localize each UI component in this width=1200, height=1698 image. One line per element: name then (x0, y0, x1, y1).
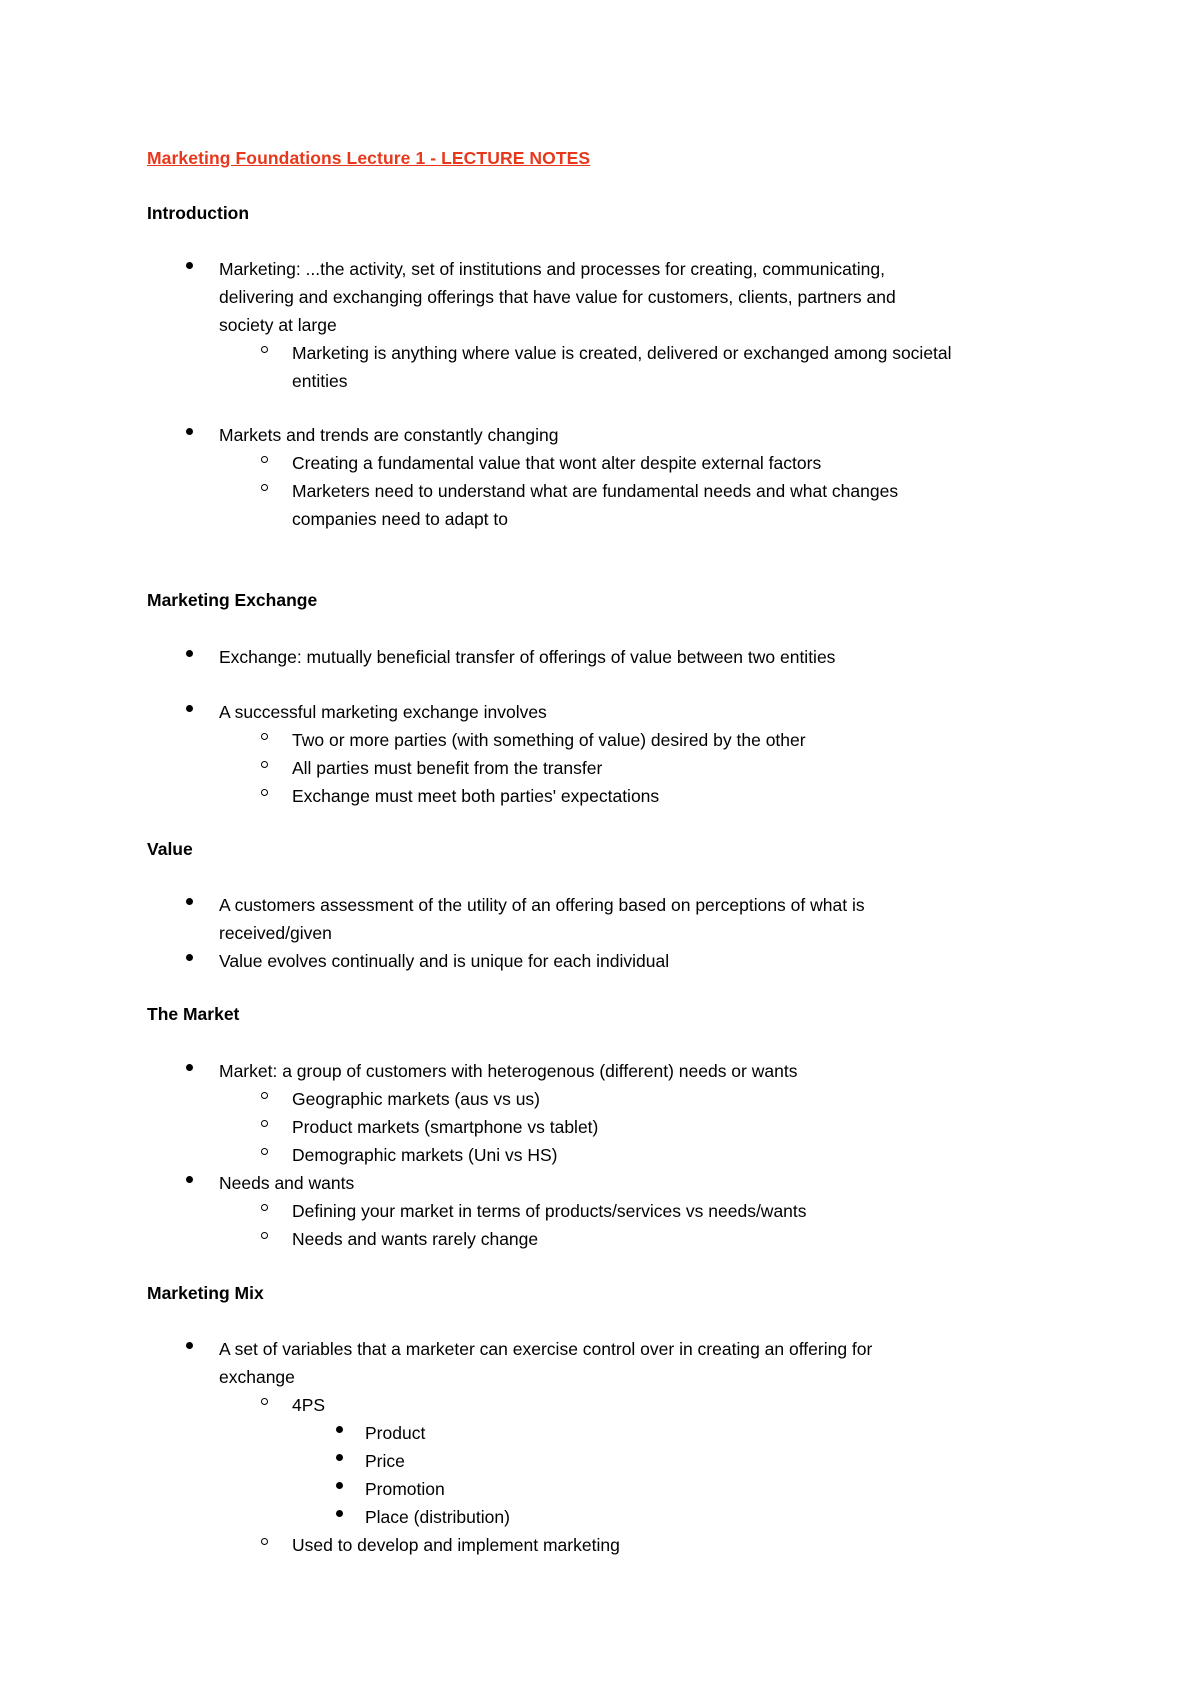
sub-item-text: Exchange must meet both parties' expectations (292, 786, 660, 806)
sub-item-text: Used to develop and implement marketing (292, 1535, 620, 1555)
hollow-bullet-icon (261, 1092, 268, 1099)
bullet-icon (186, 1176, 193, 1183)
sub-item-text: Marketers need to understand what are fundamental needs and what changes (292, 481, 899, 501)
list-item-text: Exchange: mutually beneficial transfer of offerings of value between two entities (219, 647, 836, 667)
hollow-bullet-icon (261, 1120, 268, 1127)
sub-item-text: entities (292, 371, 348, 391)
sub-item-text: 4PS (292, 1395, 326, 1415)
hollow-bullet-icon (261, 456, 268, 463)
sub-item-text: Marketing is anything where value is created, delivered or exchanged among societal (292, 343, 952, 363)
heading-value: Value (147, 839, 193, 859)
bullet-icon (336, 1426, 343, 1433)
bullet-icon (186, 954, 193, 961)
hollow-bullet-icon (261, 1538, 268, 1545)
sub-item-text: Needs and wants rarely change (292, 1229, 539, 1249)
list-item-text: delivering and exchanging offerings that have value for customers, clients, partners and (219, 287, 896, 307)
sub-item-text: Creating a fundamental value that wont alter despite external factors (292, 453, 822, 473)
sub-sub-item-text: Promotion (365, 1479, 445, 1499)
document-title: Marketing Foundations Lecture 1 - LECTURE NOTES (147, 148, 591, 168)
heading-marketing-exchange: Marketing Exchange (147, 590, 318, 610)
bullet-icon (336, 1482, 343, 1489)
list-item-text: Needs and wants (219, 1173, 355, 1193)
sub-item-text: All parties must benefit from the transfer (292, 758, 603, 778)
list-item-text: society at large (219, 315, 337, 335)
heading-marketing-mix: Marketing Mix (147, 1283, 264, 1303)
bullet-icon (186, 428, 193, 435)
list-item-text: exchange (219, 1367, 295, 1387)
sub-item-text: Geographic markets (aus vs us) (292, 1089, 541, 1109)
sub-item-text: Two or more parties (with something of value) desired by the other (292, 730, 806, 750)
sub-item-text: Product markets (smartphone vs tablet) (292, 1117, 599, 1137)
hollow-bullet-icon (261, 789, 268, 796)
sub-item-text: Demographic markets (Uni vs HS) (292, 1145, 558, 1165)
hollow-bullet-icon (261, 1204, 268, 1211)
hollow-bullet-icon (261, 1398, 268, 1405)
bullet-icon (186, 1342, 193, 1349)
list-item-text: A customers assessment of the utility of an offering based on perceptions of what is (219, 895, 865, 915)
heading-introduction: Introduction (147, 203, 250, 223)
sub-item-text: companies need to adapt to (292, 509, 508, 529)
hollow-bullet-icon (261, 1232, 268, 1239)
sub-sub-item-text: Price (365, 1451, 405, 1471)
hollow-bullet-icon (261, 733, 268, 740)
hollow-bullet-icon (261, 761, 268, 768)
hollow-bullet-icon (261, 346, 268, 353)
sub-sub-item-text: Product (365, 1423, 426, 1443)
sub-item-text: Defining your market in terms of products/services vs needs/wants (292, 1201, 807, 1221)
hollow-bullet-icon (261, 1148, 268, 1155)
list-item-text: Marketing: ...the activity, set of institutions and processes for creating, communicating, (219, 259, 885, 279)
sub-sub-item-text: Place (distribution) (365, 1507, 510, 1527)
bullet-icon (186, 705, 193, 712)
heading-the-market: The Market (147, 1004, 240, 1024)
list-item-text: Markets and trends are constantly changing (219, 425, 559, 445)
list-item-text: A successful marketing exchange involves (219, 702, 547, 722)
bullet-icon (336, 1510, 343, 1517)
bullet-icon (186, 1064, 193, 1071)
bullet-icon (336, 1454, 343, 1461)
list-item-text: Market: a group of customers with heterogenous (different) needs or wants (219, 1061, 798, 1081)
bullet-icon (186, 262, 193, 269)
list-item-text: Value evolves continually and is unique for each individual (219, 951, 670, 971)
hollow-bullet-icon (261, 484, 268, 491)
bullet-icon (186, 898, 193, 905)
list-item-text: received/given (219, 923, 332, 943)
list-item-text: A set of variables that a marketer can exercise control over in creating an offering for (219, 1339, 873, 1359)
bullet-icon (186, 650, 193, 657)
